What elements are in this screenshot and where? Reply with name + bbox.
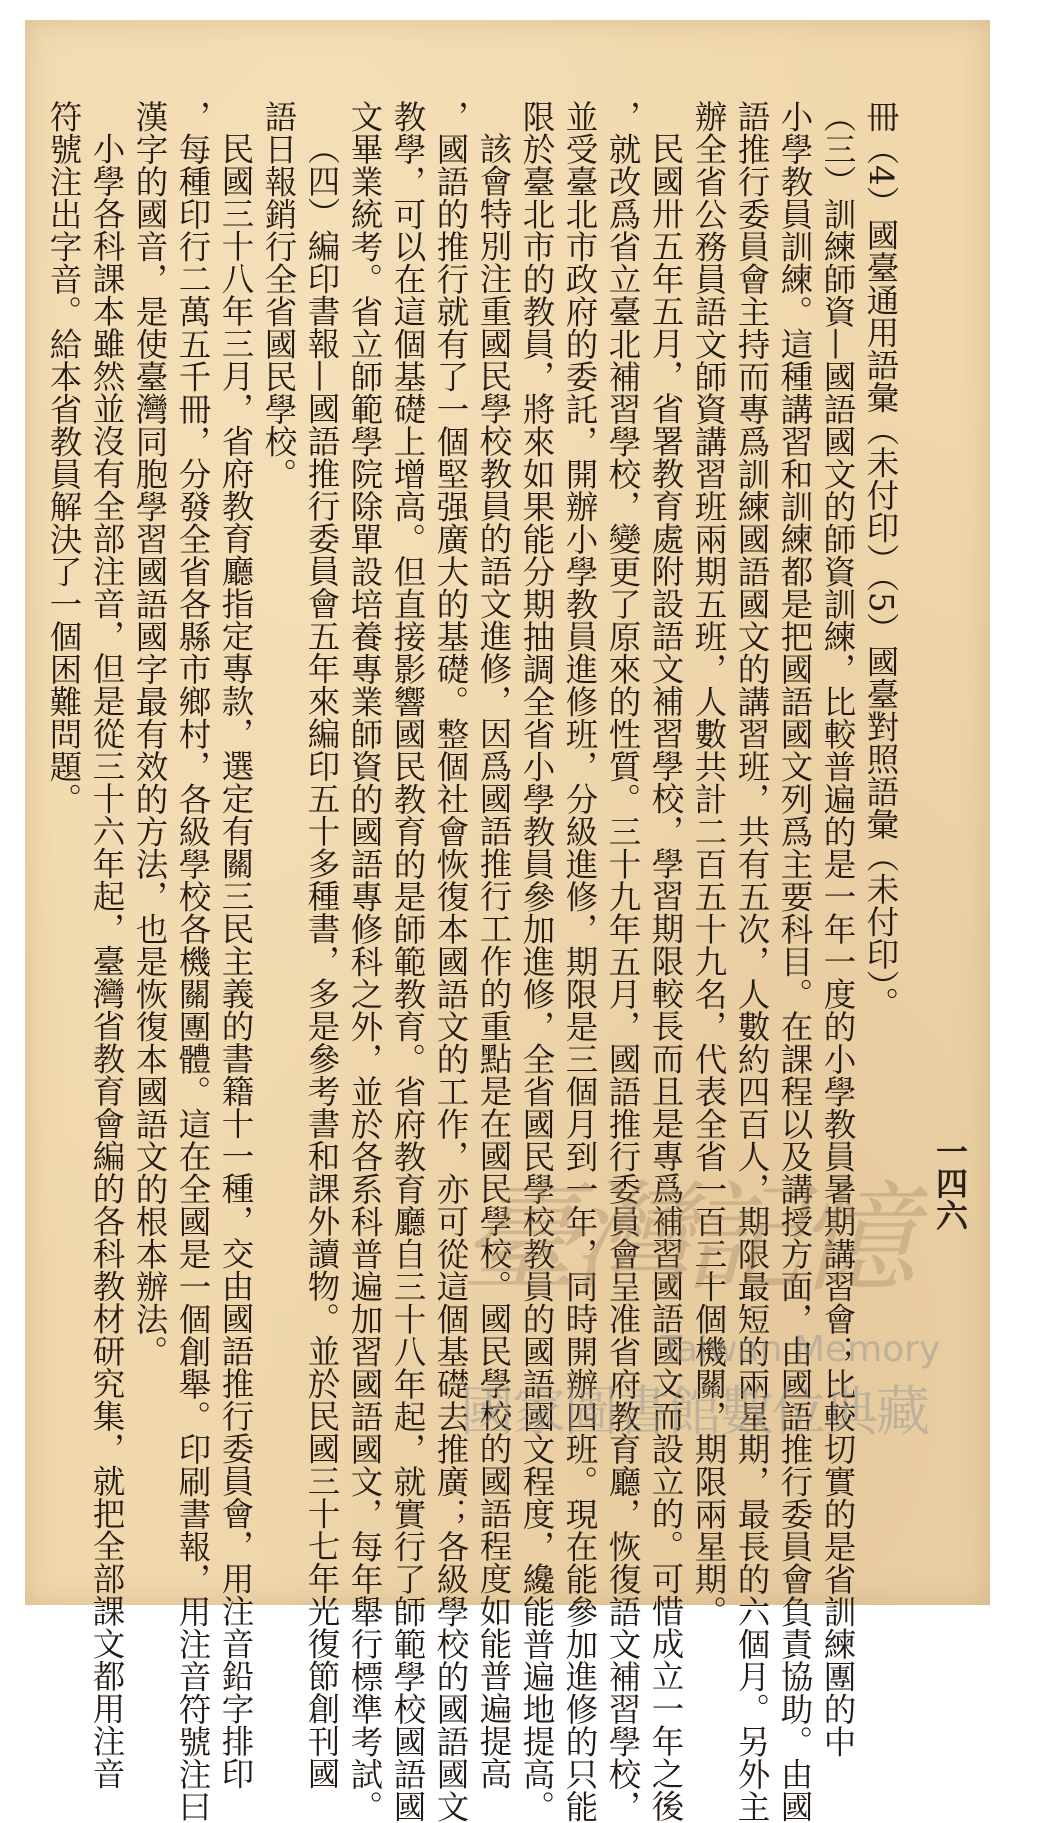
text-column: 限於臺北市的教員，將來如果能分期抽調全省小學教員參加進修，全省國民學校教員的國語國文程度，纔能普遍地提高。 [518, 100, 556, 1823]
text-column: （三）訓練師資—國語國文的師資訓練，比較普遍的是一年一度的小學教員暑期講習會；比較切實的是省訓練團的中 [819, 100, 857, 1758]
text-column: 冊（4）國臺通用語彙（未付印）（5）國臺對照語彙（未付印）。 [862, 100, 900, 1019]
text-column: 辦全省公務員語文師資講習班兩期五班，人數共計二百五十九名，代表全省一百三十個機關，期限兩星期。 [690, 100, 728, 1628]
text-column: 小學教員訓練。這種講習和訓練都是把國語國文列爲主要科目。在課程以及講授方面，由國語推行委員會負責協助。由國 [776, 100, 814, 1823]
text-column: 語推行委員會主持而專爲訓練國語國文的講習班，共有五次，人數約四百人，期限最短的兩星期，最長的六個月。另外主 [733, 100, 771, 1823]
watermark-english: Taiwan Memory [660, 1329, 941, 1370]
text-column: 小學各科課本雖然並沒有全部注音，但是從三十六年起，臺灣省教育會編的各科教材研究集，就把全部課文都用注音 [88, 132, 126, 1790]
text-column: 語日報銷行全省國民學校。 [260, 100, 298, 490]
watermark-organization: 國家圖書館數位典藏 [460, 1380, 928, 1443]
watermark-logo-text: 臺灣記憶 [460, 1170, 908, 1309]
text-column: 教學，可以在這個基礎上增高。但直接影響國民教育的是師範教育。省府教育廳自三十八年起，就實行了師範學校國語國 [389, 100, 427, 1823]
page-number: 一四六 [931, 1135, 969, 1231]
text-column: （四）編印書報—國語推行委員會五年來編印五十多種書，多是參考書和課外讀物。並於民國三十七年光復節創刊國 [303, 132, 341, 1790]
text-column: 該會特別注重國民學校教員的語文進修，因爲國語推行工作的重點是在國民學校。國民學校的國語程度如能普遍提高 [475, 132, 513, 1790]
text-column: 文畢業統考。省立師範學院除單設培養專業師資的國語專修科之外，並於各系科普遍加習國語國文，每年舉行標準考試。 [346, 100, 384, 1823]
text-column: 符號注出字音。給本省教員解決了一個困難問題。 [45, 100, 83, 815]
text-column: ，每種印行二萬五千冊，分發全省各縣市鄉村，各級學校各機關團體。這在全國是一個創舉。印刷書報，用注音符號注曰 [174, 100, 212, 1823]
text-column: 民國卅五年五月，省署教育處附設語文補習學校，學習期限較長而且是專爲補習國語國文而設立的。可惜成立一年之後 [647, 132, 685, 1822]
text-column: 並受臺北市政府的委託，開辦小學教員進修班，分級進修，期限是三個月到一年，同時開辦四班。現在能參加進修的只能 [561, 100, 599, 1823]
text-column: ，國語的推行就有了一個堅强廣大的基礎。整個社會恢復本國語文的工作，亦可從這個基礎去推廣；各級學校的國語國文 [432, 100, 470, 1823]
text-column: 漢字的國音，是使臺灣同胞學習國語國字最有效的方法，也是恢復本國語文的根本辦法。 [131, 100, 169, 1368]
vertical-text-block [45, 100, 900, 1823]
text-column: 民國三十八年三月，省府教育廳指定專款，選定有關三民主義的書籍十一種，交由國語推行委員會，用注音鉛字排印 [217, 132, 255, 1790]
text-column: ，就改爲省立臺北補習學校，變更了原來的性質。三十九年五月，國語推行委員會呈准省府教育廳，恢復語文補習學校， [604, 100, 642, 1823]
